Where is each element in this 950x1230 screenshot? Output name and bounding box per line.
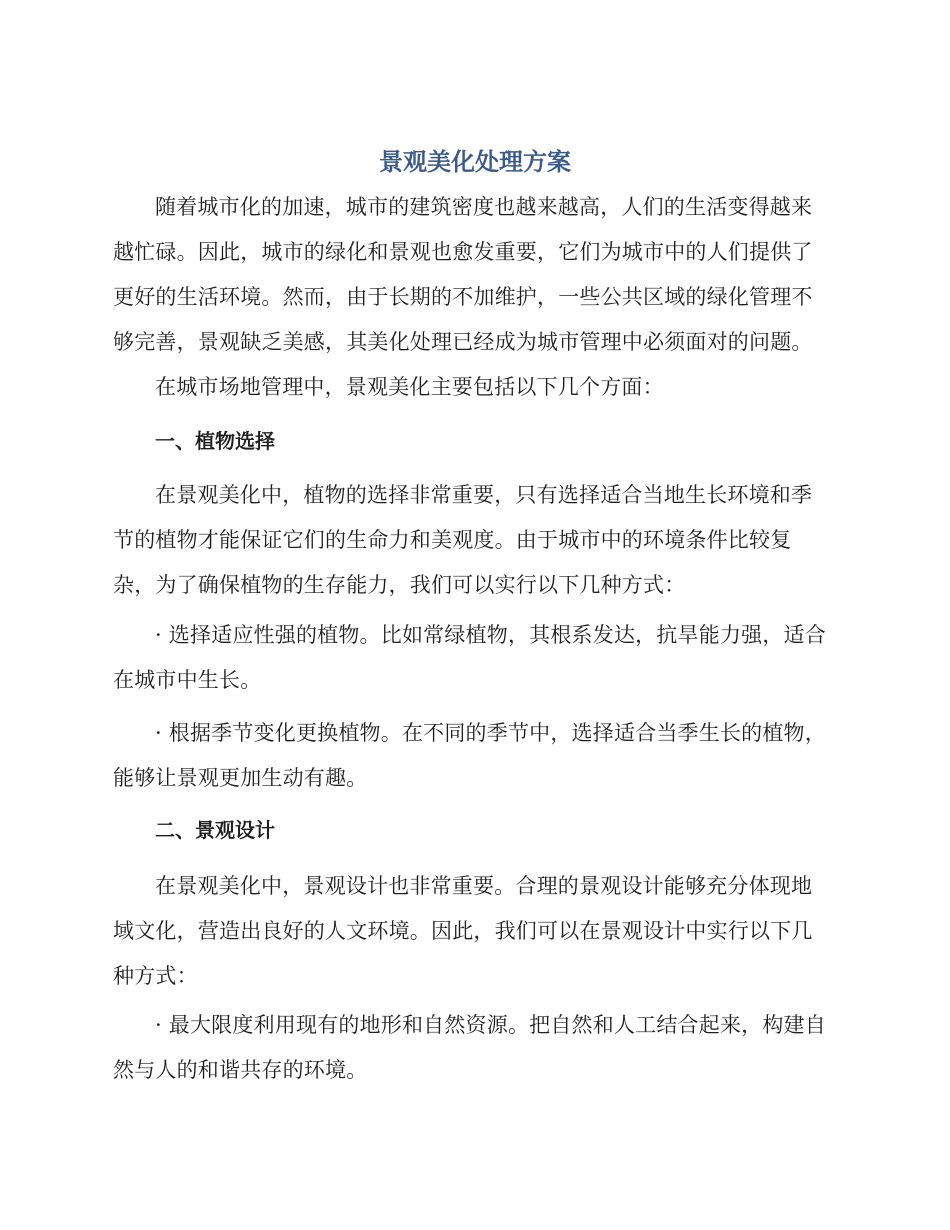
document-title: 景观美化处理方案	[379, 148, 571, 176]
intro-paragraph: 随着城市化的加速，城市的建筑密度也越来越高，人们的生活变得越来越忙碌。因此，城市的绿化和景观也愈发重要，它们为城市中的人们提供了更好的生活环境。然而，由于长期的不加维护，一些公共区域的绿化管理不够完善，景观缺乏美感，其美化处理已经成为城市管理中必须面对的问题。	[113, 195, 813, 354]
section-heading-landscape-design: 二、景观设计	[155, 818, 275, 842]
design-bullet-item: · 最大限度利用现有的地形和自然资源。把自然和人工结合起来，构建自然与人的和谐共存的环境。	[113, 1013, 826, 1082]
plant-bullet-item: · 选择适应性强的植物。比如常绿植物，其根系发达，抗旱能力强，适合在城市中生长。	[113, 623, 826, 692]
plant-bullet-item: · 根据季节变化更换植物。在不同的季节中，选择适合当季生长的植物，能够让景观更加生动有趣。	[113, 721, 826, 790]
section-heading-plant-selection: 一、植物选择	[155, 429, 275, 453]
overview-paragraph: 在城市场地管理中，景观美化主要包括以下几个方面：	[155, 375, 664, 399]
plant-selection-paragraph: 在景观美化中，植物的选择非常重要，只有选择适合当地生长环境和季节的植物才能保证它们的生命力和美观度。由于城市中的环境条件比较复杂，为了确保植物的生存能力，我们可以实行以下几种方式：	[113, 483, 813, 597]
landscape-design-paragraph: 在景观美化中，景观设计也非常重要。合理的景观设计能够充分体现地域文化，营造出良好的人文环境。因此，我们可以在景观设计中实行以下几种方式：	[113, 874, 813, 988]
